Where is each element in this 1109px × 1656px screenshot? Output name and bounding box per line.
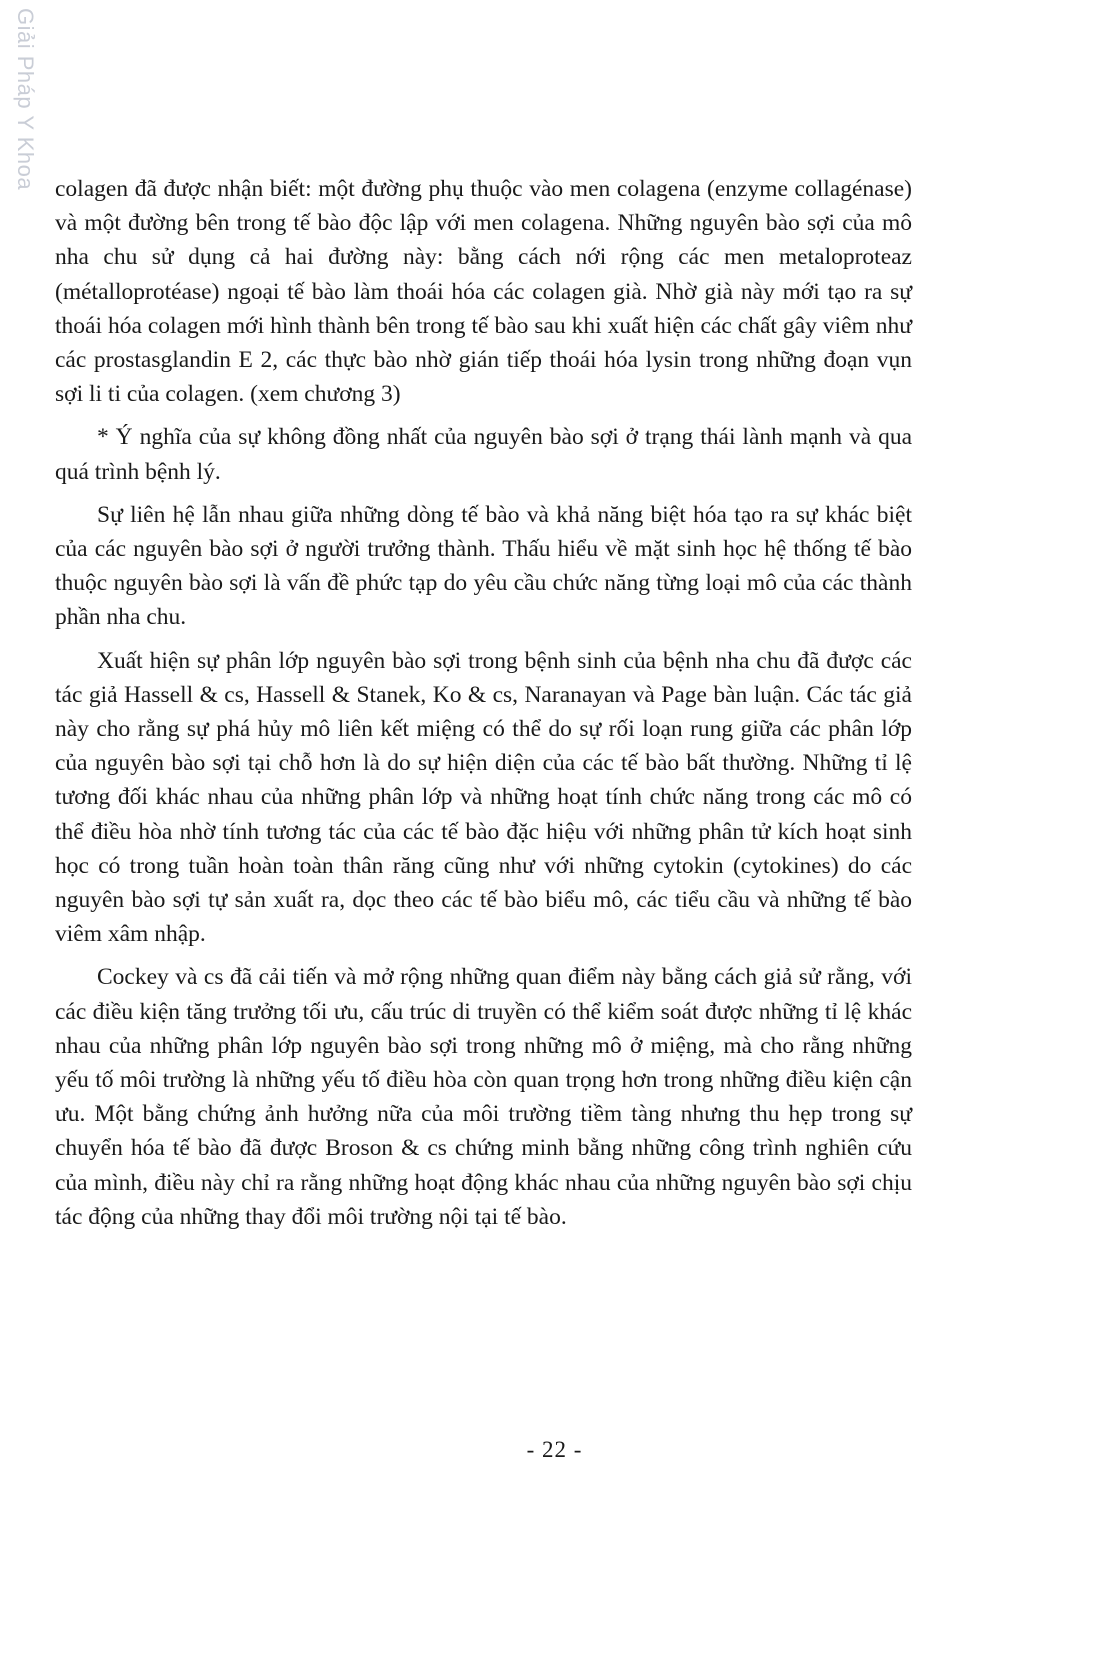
page-number: - 22 - <box>526 1437 583 1462</box>
paragraph-cockey-study: Cockey và cs đã cải tiến và mở rộng những quan điểm này bằng cách giả sử rằng, với các điều kiện tăng trưởng tối ưu, cấu trúc di truyền có thể kiểm soát được những tỉ lệ khác nhau của những phân lớp nguyên bào sợi trong những mô ở miệng, mà cho rằng những yếu tố môi trường là những yếu tố điều hòa còn quan trọng hơn trong những điều kiện cận ưu. Một bằng chứng ảnh hưởng nữa của môi trường tiềm tàng nhưng thu hẹp trong sự chuyển hóa tế bào đã được Broson & cs chứng minh bằng những công trình nghiên cứu của mình, điều này chỉ ra rằng những hoạt động khác nhau của những nguyên bào sợi chịu tác động của những thay đổi môi trường nội tại tế bào. <box>55 964 912 1230</box>
paragraph-colagen-pathways: colagen đã được nhận biết: một đường phụ thuộc vào men colagena (enzyme collagénase) và một đường bên trong tế bào độc lập với men colagena. Những nguyên bào sợi của mô nha chu sử dụng cả hai đường này: bằng cách nới rộng các men metaloproteaz (métalloprotéase) ngoại tế bào làm thoái hóa các colagen già. Nhờ già này mới tạo ra sự thoái hóa colagen mới hình thành bên trong tế bào sau khi xuất hiện các chất gây viêm như các prostasglandin E 2, các thực bào nhờ gián tiếp thoái hóa lysin trong những đoạn vụn sợi li ti của colagen. (xem chương 3) <box>55 176 912 408</box>
page-body <box>55 172 912 1234</box>
paragraph-cell-lines: Sự liên hệ lẫn nhau giữa những dòng tế bào và khả năng biệt hóa tạo ra sự khác biệt của các nguyên bào sợi ở người trưởng thành. Thấu hiểu về mặt sinh học hệ thống tế bào thuộc nguyên bào sợi là vấn đề phức tạp do yêu cầu chức năng từng loại mô của các thành phần nha chu. <box>55 501 912 631</box>
watermark-text: Giải Pháp Y Khoa <box>13 8 38 191</box>
paragraph-heterogeneity-heading: * Ý nghĩa của sự không đồng nhất của nguyên bào sợi ở trạng thái lành mạnh và qua quá trình bệnh lý. <box>55 424 912 485</box>
paragraph-fibroblast-subclasses: Xuất hiện sự phân lớp nguyên bào sợi trong bệnh sinh của bệnh nha chu đã được các tác giả Hassell & cs, Hassell & Stanek, Ko & cs, Naranayan và Page bàn luận. Các tác giả này cho rằng sự phá hủy mô liên kết miệng có thể do sự rối loạn rung giữa các phân lớp của nguyên bào sợi tại chỗ hơn là do sự hiện diện của các tế bào bất thường. Những tỉ lệ tương đối khác nhau của những phân lớp và những hoạt tính chức năng trong các mô có thể điều hòa nhờ tính tương tác của các tế bào đặc hiệu với những phân tử kích hoạt sinh học có trong tuần hoàn toàn thân răng cũng như với những cytokin (cytokines) do các nguyên bào sợi tự sản xuất ra, dọc theo các tế bào biểu mô, các tiểu cầu và những tế bào viêm xâm nhập. <box>55 647 912 948</box>
